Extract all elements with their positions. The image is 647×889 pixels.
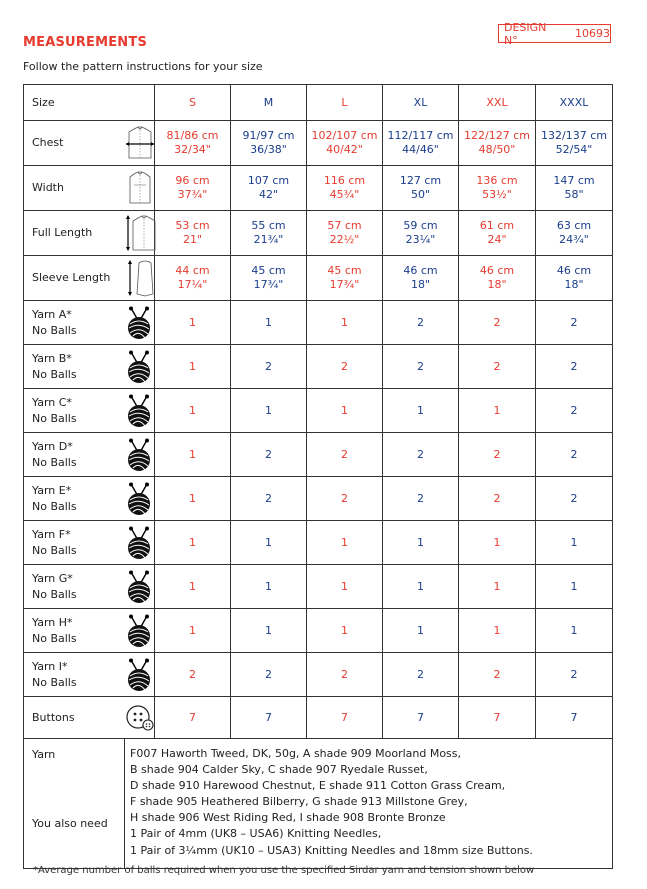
inch-value: 24" — [487, 233, 507, 246]
measurement-cell — [536, 166, 613, 211]
yarn-name: Yarn B* — [32, 351, 72, 365]
design-label: DESIGN N° — [504, 20, 547, 47]
cm-value: 136 cm — [476, 174, 518, 187]
cm-value: 96 cm — [175, 174, 210, 187]
ball-count-cell: 2 — [307, 433, 383, 477]
yarn-sub-label: No Balls — [32, 499, 77, 513]
cm-value: 107 cm — [247, 174, 290, 187]
notes-line: F007 Haworth Tweed, DK, 50g, A shade 909 Moorland Moss, — [130, 747, 462, 760]
ball-count-cell: 1 — [231, 521, 307, 565]
yarn-row — [24, 301, 613, 345]
cm-value: 127 cm — [399, 174, 442, 187]
ball-count-cell: 2 — [536, 301, 613, 345]
yarn-label — [24, 565, 125, 609]
ball-count-cell: 1 — [231, 389, 307, 433]
ball-count-cell: 1 — [307, 301, 383, 345]
ball-count-cell: 1 — [383, 389, 459, 433]
yarn-row — [24, 345, 613, 389]
size-s: S — [155, 85, 231, 121]
size-header-row — [24, 85, 613, 121]
inch-value: 58" — [564, 188, 584, 201]
ball-count-cell: 1 — [307, 389, 383, 433]
cm-value: 46 cm — [479, 264, 515, 277]
ball-count-cell: 1 — [155, 345, 231, 389]
inch-value: 17¾" — [329, 278, 360, 291]
measurement-label: Chest — [24, 121, 125, 166]
ball-count-cell: 2 — [231, 477, 307, 521]
ball-count-cell: 2 — [307, 345, 383, 389]
measurement-cell — [536, 256, 613, 301]
yarn-label — [24, 521, 125, 565]
width-diagram-icon — [125, 166, 155, 211]
also-need-label: You also need — [32, 817, 108, 830]
button-count-cell: 7 — [383, 697, 459, 739]
cm-value: 147 cm — [553, 174, 595, 187]
cm-value: 81/86 cm — [166, 129, 219, 142]
yarn-label — [24, 609, 125, 653]
measurement-cell — [307, 166, 383, 211]
ball-count-cell: 2 — [536, 477, 613, 521]
inch-value: 37¾" — [177, 188, 208, 201]
footnote: *Average number of balls required when you use the specified Sirdar yarn and tension shown below — [33, 865, 535, 876]
ball-count-cell: 2 — [459, 301, 536, 345]
measurement-cell — [231, 166, 307, 211]
measurement-label: Width — [24, 166, 125, 211]
inch-value: 52/54" — [555, 143, 593, 156]
size-l: L — [307, 85, 383, 121]
yarn-sub-label: No Balls — [32, 587, 77, 601]
yarn-name: Yarn D* — [32, 439, 73, 453]
yarn-sub-label: No Balls — [32, 411, 77, 425]
yarn-sub-label: No Balls — [32, 455, 77, 469]
yarn-name: Yarn F* — [32, 527, 71, 541]
inch-value: 23¼" — [405, 233, 436, 246]
measurements-table — [23, 84, 613, 869]
ball-count-cell: 1 — [536, 609, 613, 653]
ball-count-cell: 2 — [536, 653, 613, 697]
cm-value: 132/137 cm — [541, 129, 607, 142]
yarn-row — [24, 565, 613, 609]
notes-line: H shade 906 West Riding Red, I shade 908 Bronte Bronze — [130, 811, 446, 825]
button-count-cell: 7 — [536, 697, 613, 739]
yarn-row — [24, 477, 613, 521]
measurement-cell — [231, 256, 307, 301]
cm-value: 116 cm — [323, 174, 366, 187]
ball-count-cell: 1 — [155, 433, 231, 477]
cm-value: 53 cm — [175, 219, 210, 232]
length-diagram-icon — [125, 211, 155, 256]
inch-value: 45¾" — [329, 188, 360, 201]
ball-count-cell: 1 — [383, 521, 459, 565]
ball-count-cell: 1 — [231, 565, 307, 609]
yarn-name: Yarn G* — [32, 571, 73, 585]
ball-count-cell: 1 — [383, 565, 459, 609]
yarn-label — [24, 389, 125, 433]
inch-value: 44/46" — [402, 143, 439, 156]
ball-count-cell: 2 — [383, 345, 459, 389]
ball-count-cell: 2 — [383, 477, 459, 521]
button-count-cell: 7 — [459, 697, 536, 739]
ball-count-cell: 1 — [383, 609, 459, 653]
button-icon — [125, 697, 155, 739]
cm-value: 112/117 cm — [387, 129, 454, 142]
cm-value: 61 cm — [479, 219, 515, 232]
measurement-row — [24, 256, 613, 301]
measurement-label: Sleeve Length — [24, 256, 125, 301]
size-label: Size — [24, 85, 125, 121]
measurement-cell — [307, 121, 383, 166]
measurement-cell — [383, 166, 459, 211]
ball-count-cell: 2 — [536, 433, 613, 477]
cm-value: 55 cm — [251, 219, 286, 232]
sleeve-diagram-icon — [125, 256, 155, 301]
yarn-sub-label: No Balls — [32, 543, 77, 557]
ball-count-cell: 1 — [307, 565, 383, 609]
design-number-box — [498, 20, 611, 47]
button-count-cell: 7 — [155, 697, 231, 739]
yarn-row — [24, 389, 613, 433]
measurement-cell — [536, 121, 613, 166]
notes-line: B shade 904 Calder Sky, C shade 907 Ryedale Russet, — [130, 763, 428, 777]
ball-count-cell: 2 — [459, 433, 536, 477]
cm-value: 46 cm — [403, 264, 438, 277]
yarn-row — [24, 653, 613, 697]
yarn-name: Yarn E* — [32, 483, 72, 497]
ball-count-cell: 2 — [459, 477, 536, 521]
measurement-cell — [459, 211, 536, 256]
ball-count-cell: 1 — [155, 521, 231, 565]
yarn-ball-icon — [125, 433, 155, 477]
measurement-label: Full Length — [24, 211, 125, 256]
inch-value: 18" — [410, 278, 431, 291]
buttons-row — [24, 697, 613, 739]
ball-count-cell: 2 — [307, 477, 383, 521]
measurement-row — [24, 121, 613, 166]
measurement-cell — [536, 211, 613, 256]
yarn-row — [24, 521, 613, 565]
design-number: 10693 — [575, 27, 610, 40]
ball-count-cell: 2 — [383, 301, 459, 345]
measurement-row — [24, 211, 613, 256]
measurement-cell — [383, 121, 459, 166]
yarn-label — [24, 301, 125, 345]
ball-count-cell: 1 — [459, 389, 536, 433]
cm-value: 63 cm — [556, 219, 592, 232]
measurement-cell — [231, 211, 307, 256]
inch-value: 17¾" — [253, 278, 284, 291]
ball-count-cell: 1 — [231, 609, 307, 653]
cm-value: 91/97 cm — [242, 129, 295, 142]
yarn-ball-icon — [125, 301, 155, 345]
yarn-ball-icon — [125, 653, 155, 697]
measurement-cell — [155, 211, 231, 256]
inch-value: 17¼" — [177, 278, 208, 291]
yarn-sub-label: No Balls — [32, 323, 77, 337]
yarn-label — [24, 653, 125, 697]
measurement-cell — [383, 211, 459, 256]
notes-row — [24, 739, 613, 869]
notes-label-cell — [24, 739, 125, 869]
yarn-row — [24, 609, 613, 653]
ball-count-cell: 2 — [536, 345, 613, 389]
measurement-row — [24, 166, 613, 211]
page-title: MEASUREMENTS — [23, 35, 148, 50]
measurement-cell — [459, 121, 536, 166]
yarn-sub-label: No Balls — [32, 631, 77, 645]
cm-value: 102/107 cm — [311, 129, 378, 142]
notes-line: F shade 905 Heathered Bilberry, G shade 913 Millstone Grey, — [130, 795, 468, 809]
ball-count-cell: 1 — [459, 609, 536, 653]
ball-count-cell: 2 — [383, 653, 459, 697]
yarn-ball-icon — [125, 609, 155, 653]
cm-value: 57 cm — [327, 219, 362, 232]
notes-line: 1 Pair of 3¼mm (UK10 – USA3) Knitting Needles and 18mm size Buttons. — [130, 843, 533, 857]
yarn-name: Yarn H* — [32, 615, 73, 629]
yarn-ball-icon — [125, 345, 155, 389]
ball-count-cell: 2 — [383, 433, 459, 477]
measurement-cell — [155, 256, 231, 301]
yarn-notes-label: Yarn — [32, 748, 56, 761]
measurement-cell — [459, 166, 536, 211]
ball-count-cell: 1 — [459, 521, 536, 565]
inch-value: 22½" — [329, 233, 360, 246]
yarn-ball-icon — [125, 389, 155, 433]
button-count-cell: 7 — [307, 697, 383, 739]
cm-value: 45 cm — [251, 264, 286, 277]
yarn-name: Yarn I* — [32, 659, 68, 673]
ball-count-cell: 2 — [459, 653, 536, 697]
ball-count-cell: 1 — [307, 609, 383, 653]
cm-value: 122/127 cm — [464, 129, 530, 142]
cm-value: 59 cm — [403, 219, 438, 232]
ball-count-cell: 1 — [536, 565, 613, 609]
notes-line: 1 Pair of 4mm (UK8 – USA6) Knitting Needles, — [130, 827, 382, 841]
yarn-sub-label: No Balls — [32, 675, 77, 689]
measurement-cell — [155, 121, 231, 166]
buttons-label: Buttons — [24, 697, 125, 739]
notes-text — [125, 739, 613, 869]
ball-count-cell: 2 — [459, 345, 536, 389]
yarn-label — [24, 477, 125, 521]
ball-count-cell: 1 — [155, 389, 231, 433]
inch-value: 42" — [258, 188, 279, 201]
ball-count-cell: 2 — [231, 345, 307, 389]
ball-count-cell: 1 — [307, 521, 383, 565]
ball-count-cell: 1 — [155, 477, 231, 521]
ball-count-cell: 2 — [536, 389, 613, 433]
ball-count-cell: 1 — [155, 301, 231, 345]
size-m: M — [231, 85, 307, 121]
ball-count-cell: 1 — [155, 565, 231, 609]
ball-count-cell: 2 — [231, 653, 307, 697]
yarn-ball-icon — [125, 521, 155, 565]
ball-count-cell: 1 — [155, 609, 231, 653]
ball-count-cell: 2 — [307, 653, 383, 697]
size-xxl: XXL — [459, 85, 536, 121]
measurement-cell — [383, 256, 459, 301]
size-xl: XL — [383, 85, 459, 121]
size-xxxl: XXXL — [536, 85, 613, 121]
ball-count-cell: 1 — [231, 301, 307, 345]
inch-value: 48/50" — [478, 143, 516, 156]
ball-count-cell: 1 — [536, 521, 613, 565]
inch-value: 24¾" — [559, 233, 589, 246]
cm-value: 44 cm — [175, 264, 210, 277]
yarn-name: Yarn C* — [32, 395, 72, 409]
cm-value: 45 cm — [327, 264, 362, 277]
yarn-label — [24, 345, 125, 389]
inch-value: 40/42" — [326, 143, 363, 156]
measurement-cell — [307, 211, 383, 256]
inch-value: 36/38" — [250, 143, 287, 156]
measurement-cell — [459, 256, 536, 301]
inch-value: 53½" — [482, 188, 512, 201]
ball-count-cell: 1 — [459, 565, 536, 609]
yarn-sub-label: No Balls — [32, 367, 77, 381]
measurement-cell — [155, 166, 231, 211]
yarn-row — [24, 433, 613, 477]
yarn-name: Yarn A* — [32, 307, 72, 321]
measurement-cell — [307, 256, 383, 301]
inch-value: 21" — [182, 233, 203, 246]
yarn-label — [24, 433, 125, 477]
intro-text: Follow the pattern instructions for your size — [23, 60, 263, 73]
cm-value: 46 cm — [556, 264, 592, 277]
ball-count-cell: 2 — [231, 433, 307, 477]
inch-value: 18" — [487, 278, 507, 291]
inch-value: 50" — [410, 188, 431, 201]
ball-count-cell: 2 — [155, 653, 231, 697]
yarn-ball-icon — [125, 477, 155, 521]
yarn-ball-icon — [125, 565, 155, 609]
inch-value: 32/34" — [174, 143, 211, 156]
chest-diagram-icon — [125, 121, 155, 166]
button-count-cell: 7 — [231, 697, 307, 739]
measurement-cell — [231, 121, 307, 166]
inch-value: 21¾" — [253, 233, 284, 246]
inch-value: 18" — [564, 278, 584, 291]
notes-line: D shade 910 Harewood Chestnut, E shade 911 Cotton Grass Cream, — [130, 779, 506, 793]
